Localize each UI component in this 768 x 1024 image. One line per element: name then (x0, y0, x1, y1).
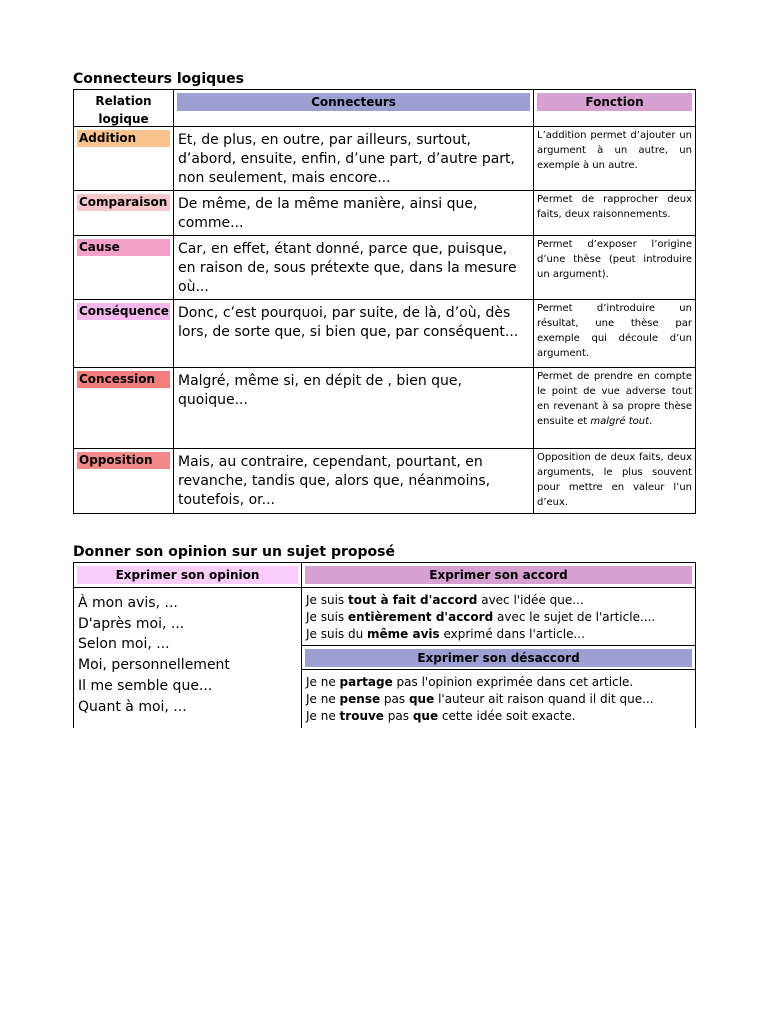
accord-desaccord-cell (302, 588, 696, 729)
relation-cell (74, 449, 174, 514)
list-item: Il me semble que... (78, 677, 213, 694)
list-item: Je ne partage pas l'opinion exprimée dans cet article. (306, 675, 634, 689)
fonction-cell: Opposition de deux faits, deux arguments, le plus souvent pour mettre en valeur l’un d’eux. (534, 449, 696, 514)
list-item: Je ne trouve pas que cette idée soit exacte. (306, 709, 576, 723)
opinion-header-row (74, 563, 696, 588)
list-item: À mon avis, ... (78, 595, 178, 611)
table-row (74, 368, 696, 449)
opinion-list-cell (74, 588, 302, 729)
relation-label: Concession (77, 371, 170, 388)
list-item: Quant à moi, ... (78, 698, 187, 715)
list-item: Je ne pense pas que l'auteur ait raison quand il dit que... (306, 692, 654, 706)
table-row (74, 127, 696, 191)
opinion-content-row (74, 588, 696, 729)
connecteurs-cell: Car, en effet, étant donné, parce que, puisque, en raison de, sous prétexte que, dans la mesure où... (174, 236, 534, 300)
table-row (74, 191, 696, 236)
header-opinion: Exprimer son opinion (74, 563, 302, 588)
relation-label: Opposition (77, 452, 170, 469)
opinion-list (74, 588, 301, 725)
list-item: Je suis du même avis exprimé dans l'article... (306, 627, 585, 641)
relation-cell (74, 191, 174, 236)
relation-cell (74, 236, 174, 300)
table-row (74, 236, 696, 300)
connecteurs-cell: Malgré, même si, en dépit de , bien que, quoique... (174, 368, 534, 449)
desaccord-header: Exprimer son désaccord (302, 645, 695, 667)
header-fonction: Fonction (534, 90, 696, 127)
section-title-connecteurs: Connecteurs logiques (73, 71, 244, 87)
connecteurs-cell: Mais, au contraire, cependant, pourtant, en revanche, tandis que, alors que, néanmoins, toutefois, or... (174, 449, 534, 514)
table-row (74, 449, 696, 514)
opinion-table (73, 562, 696, 728)
relation-label: Conséquence (79, 304, 169, 318)
header-accord: Exprimer son accord (302, 563, 696, 588)
relation-cell (74, 300, 174, 368)
relation-label: Cause (77, 239, 170, 256)
table-header-row (74, 90, 696, 127)
connecteurs-table (73, 89, 696, 514)
connecteurs-cell: Donc, c’est pourquoi, par suite, de là, d’où, dès lors, de sorte que, si bien que, par conséquent... (174, 300, 534, 368)
list-item: Je suis entièrement d'accord avec le sujet de l'article.... (306, 610, 656, 624)
fonction-cell: Permet d’exposer l’origine d’une thèse (peut introduire un argument). (534, 236, 696, 300)
connecteurs-cell: De même, de la même manière, ainsi que, comme... (174, 191, 534, 236)
section-title-opinion: Donner son opinion sur un sujet proposé (73, 544, 395, 560)
header-connecteurs: Connecteurs (174, 90, 534, 127)
list-item: Je suis tout à fait d'accord avec l'idée que... (306, 593, 584, 607)
list-item: Moi, personnellement (78, 657, 230, 674)
desaccord-list (302, 669, 695, 728)
fonction-cell: Permet d’introduire un résultat, une thèse par exemple qui découle d’un argument. (534, 300, 696, 368)
fonction-cell: Permet de rapprocher deux faits, deux raisonnements. (534, 191, 696, 236)
list-item: Selon moi, ... (78, 636, 170, 653)
accord-list (302, 588, 695, 645)
relation-cell (74, 368, 174, 449)
fonction-cell: Permet de prendre en compte le point de vue adverse tout en revenant à sa propre thèse ensuite et malgré tout. (534, 368, 696, 449)
relation-label: Addition (77, 130, 170, 147)
relation-cell (74, 127, 174, 191)
header-relation: Relation logique (74, 90, 174, 127)
fonction-cell: L’addition permet d’ajouter un argument à un autre, un exemple à un autre. (534, 127, 696, 191)
relation-label: Comparaison (77, 194, 170, 211)
connecteurs-cell: Et, de plus, en outre, par ailleurs, surtout, d’abord, ensuite, enfin, d’une part, d’autre part, non seulement, mais encore... (174, 127, 534, 191)
table-row (74, 300, 696, 368)
list-item: D'après moi, ... (78, 615, 185, 632)
